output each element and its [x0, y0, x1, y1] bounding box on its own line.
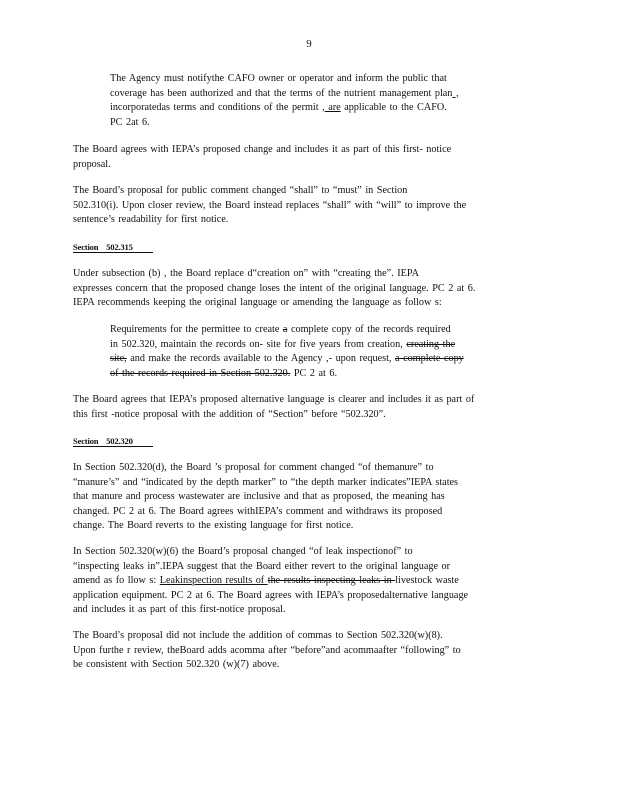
paragraph-board-agrees — [73, 143, 528, 172]
quoted-requirement-notify — [110, 72, 490, 130]
deleted-text: a complete copy — [395, 353, 464, 365]
section-heading-rule — [73, 436, 153, 447]
text-line: In Section 502.320(w)(6) the Board’s proposal changed “of leak inspectionof” to — [73, 546, 413, 557]
inserted-text: are — [324, 102, 341, 114]
paragraph-502-320-w8 — [73, 629, 528, 673]
text-line — [110, 367, 490, 382]
section-heading-rule — [73, 242, 153, 253]
deleted-text: of the records required in Section 502.320. — [110, 367, 291, 379]
text-line: The Board agrees that IEPA’s proposed alternative language is clearer and includes it as part of — [73, 394, 475, 405]
text-span: applicable to the CAFO. — [340, 102, 447, 114]
text-line: and includes it as part of this first-notice proposal. — [73, 604, 286, 616]
text-line: The Board’s proposal for public comment changed “shall” to “must” in Section — [73, 185, 408, 196]
text-line — [110, 338, 490, 353]
text-line — [110, 87, 490, 102]
section-label: Section — [73, 436, 99, 446]
text-line: proposal. — [73, 158, 111, 170]
text-line: The Agency must notifythe CAFO owner or operator and inform the public that — [110, 73, 447, 84]
text-line: change. The Board reverts to the existing language for first notice. — [73, 520, 354, 532]
paragraph-shall-must — [73, 184, 528, 228]
text-span: in 502.320, maintain the records on- site for five years from creation, — [110, 338, 407, 350]
paragraph-alternative-language — [73, 393, 528, 422]
deleted-text: site, — [110, 353, 127, 365]
text-line: this first -notice proposal with the addition of “Section” before “502.320”. — [73, 408, 386, 420]
text-line — [110, 352, 490, 367]
section-heading-502-315 — [73, 242, 153, 253]
text-span: amend as fo llow s: — [73, 575, 160, 587]
deleted-text: a — [282, 324, 288, 335]
text-line: application equipment. PC 2 at 6. The Board agrees with IEPA’s proposedalternative language — [73, 589, 469, 601]
text-line: “manure’s” and “indicated by the depth marker” to “the depth marker indicates”IEPA states — [73, 476, 459, 488]
text-line: changed. PC 2 at 6. The Board agrees withIEPA’s comment and withdraws its proposed — [73, 505, 443, 517]
paragraph-502-320-d — [73, 461, 528, 534]
text-line: Under subsection (b) , the Board replace d“creation on” with “creating the”. IEPA — [73, 268, 419, 279]
inserted-text: Leakinspection results of — [159, 575, 268, 587]
inserted-text: , — [452, 87, 459, 99]
section-label: Section — [73, 242, 99, 252]
text-line: The Board agrees with IEPA’s proposed change and includes it as part of this first- notice — [73, 144, 452, 155]
text-line — [110, 101, 490, 116]
text-line: IEPA recommends keeping the original language or amending the language as follow s: — [73, 297, 442, 309]
text-line: Upon furthe r review, theBoard adds acomma after “before”and acommaafter “following” to — [73, 644, 461, 656]
page-number: 9 — [306, 38, 312, 50]
paragraph-subsection-b — [73, 267, 528, 311]
section-number: 502.320 — [106, 436, 133, 446]
text-span: PC 2 at 6. — [290, 367, 338, 379]
text-line: PC 2at 6. — [110, 116, 150, 128]
deleted-text: creating the — [406, 338, 456, 350]
quoted-requirement-records — [110, 323, 490, 381]
deleted-text: the results inspecting leaks in — [267, 575, 396, 587]
text-span: incorporatedas terms and conditions of the permit , — [110, 102, 325, 114]
text-line: In Section 502.320(d), the Board ’s proposal for comment changed “of themanure” to — [73, 462, 434, 473]
text-span: coverage has been authorized and that the terms of the nutrient management plan — [110, 87, 453, 99]
text-line: that manure and process wastewater are inclusive and that as proposed, the meaning has — [73, 491, 445, 503]
text-line: “inspecting leaks in”.IEPA suggest that the Board either revert to the original language or — [73, 560, 451, 572]
text-line: sentence’s readability for first notice. — [73, 214, 229, 226]
text-span: Requirements for the permittee to create — [110, 324, 283, 335]
section-heading-502-320 — [73, 436, 153, 447]
text-span: livestock waste — [395, 575, 459, 587]
text-line: The Board’s proposal did not include the addition of commas to Section 502.320(w)(8). — [73, 630, 443, 641]
text-line: expresses concern that the proposed change loses the intent of the original language. PC 2 at 6. — [73, 282, 476, 294]
text-line: 502.310(i). Upon closer review, the Board instead replaces “shall” with “will” to improve the — [73, 199, 467, 211]
text-line — [73, 574, 528, 589]
section-number: 502.315 — [106, 242, 133, 252]
text-span: and make the records available to the Agency ,- upon request, — [126, 353, 395, 365]
text-line — [110, 323, 490, 338]
text-line: be consistent with Section 502.320 (w)(7) above. — [73, 659, 280, 671]
text-span: complete copy of the records required — [287, 324, 451, 335]
paragraph-502-320-w6 — [73, 545, 528, 618]
